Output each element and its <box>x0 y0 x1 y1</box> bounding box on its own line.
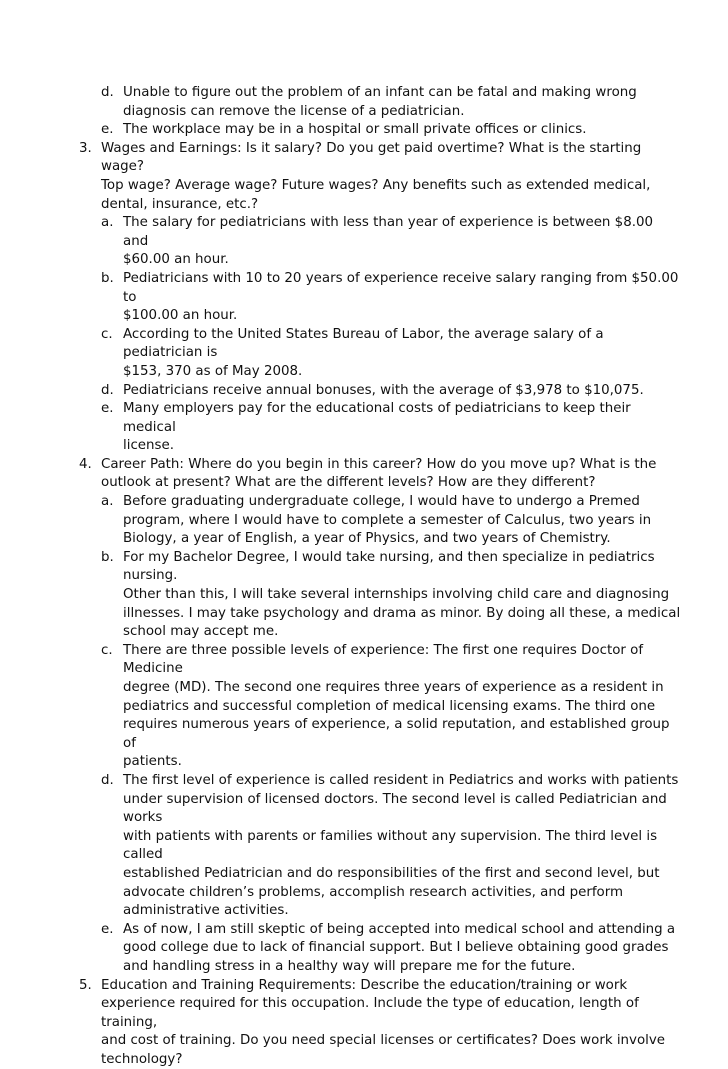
question-text: Career Path: Where do you begin in this career? How do you move up? What is the outlook at present? What are the different levels? How are they different? <box>101 456 679 493</box>
list-marker: d. <box>101 84 123 103</box>
section-wages-and-earnings <box>0 140 728 456</box>
list-item-text: According to the United States Bureau of Labor, the average salary of a pediatrician is $153, 370 as of May 2008. <box>123 326 681 382</box>
list-item-text: There are three possible levels of experience: The first one requires Doctor of Medicine degree (MD). The second one requires three years of experience as a resident in pediatrics and successful completion of medical licensing exams. The third one requires numerous years of experience, a solid reputation, and established group of patients. <box>123 642 681 772</box>
list-item-3b <box>0 270 681 326</box>
list-marker: b. <box>101 549 123 568</box>
section-career-path <box>0 456 728 977</box>
item-2-continuation <box>0 84 728 140</box>
list-item-text: Many employers pay for the educational costs of pediatricians to keep their medical license. <box>123 400 681 456</box>
list-item-4e <box>0 921 681 977</box>
list-item-2d <box>0 84 681 121</box>
list-item-4b <box>0 549 681 642</box>
list-number: 3. <box>79 140 101 159</box>
list-item-3a <box>0 214 681 270</box>
list-marker: d. <box>101 772 123 791</box>
section-education-requirements <box>0 977 728 1069</box>
list-item-text: The first level of experience is called resident in Pediatrics and works with patients under supervision of licensed doctors. The second level is called Pediatrician and works with patients with parents or families without any supervision. The third level is called established Pediatrician and do responsibilities of the first and second level, but advocate children’s problems, accomplish research activities, and perform administrative activities. <box>123 772 681 921</box>
list-number: 5. <box>79 977 101 996</box>
list-item-3 <box>0 140 679 214</box>
list-item-2e <box>0 121 681 140</box>
list-marker: c. <box>101 642 123 661</box>
list-number: 4. <box>79 456 101 475</box>
list-item-text: The workplace may be in a hospital or small private offices or clinics. <box>123 121 681 140</box>
list-item-text: Pediatricians with 10 to 20 years of experience receive salary ranging from $50.00 to $100.00 an hour. <box>123 270 681 326</box>
list-item-4 <box>0 456 679 493</box>
list-item-3d <box>0 382 681 401</box>
question-text: Wages and Earnings: Is it salary? Do you get paid overtime? What is the starting wage? Top wage? Average wage? Future wages? Any benefits such as extended medical, dental, insurance, etc.? <box>101 140 679 214</box>
list-item-3e <box>0 400 681 456</box>
question-text: Education and Training Requirements: Describe the education/training or work experience required for this occupation. Include the type of education, length of training, and cost of training. Do you need special licenses or certificates? Does work involve technology? <box>101 977 679 1069</box>
list-item-3c <box>0 326 681 382</box>
list-item-4c <box>0 642 681 772</box>
list-item-5 <box>0 977 679 1069</box>
list-marker: d. <box>101 382 123 401</box>
list-item-text: Before graduating undergraduate college, I would have to undergo a Premed program, where I would have to complete a semester of Calculus, two years in Biology, a year of English, a year of Physics, and two years of Chemistry. <box>123 493 681 549</box>
list-marker: a. <box>101 493 123 512</box>
list-item-text: The salary for pediatricians with less than year of experience is between $8.00 and $60.00 an hour. <box>123 214 681 270</box>
list-marker: a. <box>101 214 123 233</box>
list-item-text: Pediatricians receive annual bonuses, with the average of $3,978 to $10,075. <box>123 382 681 401</box>
document-page <box>0 84 728 1069</box>
list-item-text: As of now, I am still skeptic of being accepted into medical school and attending a good college due to lack of financial support. But I believe obtaining good grades and handling stress in a healthy way will prepare me for the future. <box>123 921 681 977</box>
list-marker: e. <box>101 400 123 419</box>
list-marker: e. <box>101 121 123 140</box>
list-item-4d <box>0 772 681 921</box>
list-item-4a <box>0 493 681 549</box>
list-marker: c. <box>101 326 123 345</box>
list-marker: b. <box>101 270 123 289</box>
list-item-text: Unable to figure out the problem of an infant can be fatal and making wrong diagnosis can remove the license of a pediatrician. <box>123 84 681 121</box>
list-marker: e. <box>101 921 123 940</box>
list-item-text: For my Bachelor Degree, I would take nursing, and then specialize in pediatrics nursing. Other than this, I will take several internships involving child care and diagnosing illnesses. I may take psychology and drama as minor. By doing all these, a medical school may accept me. <box>123 549 681 642</box>
